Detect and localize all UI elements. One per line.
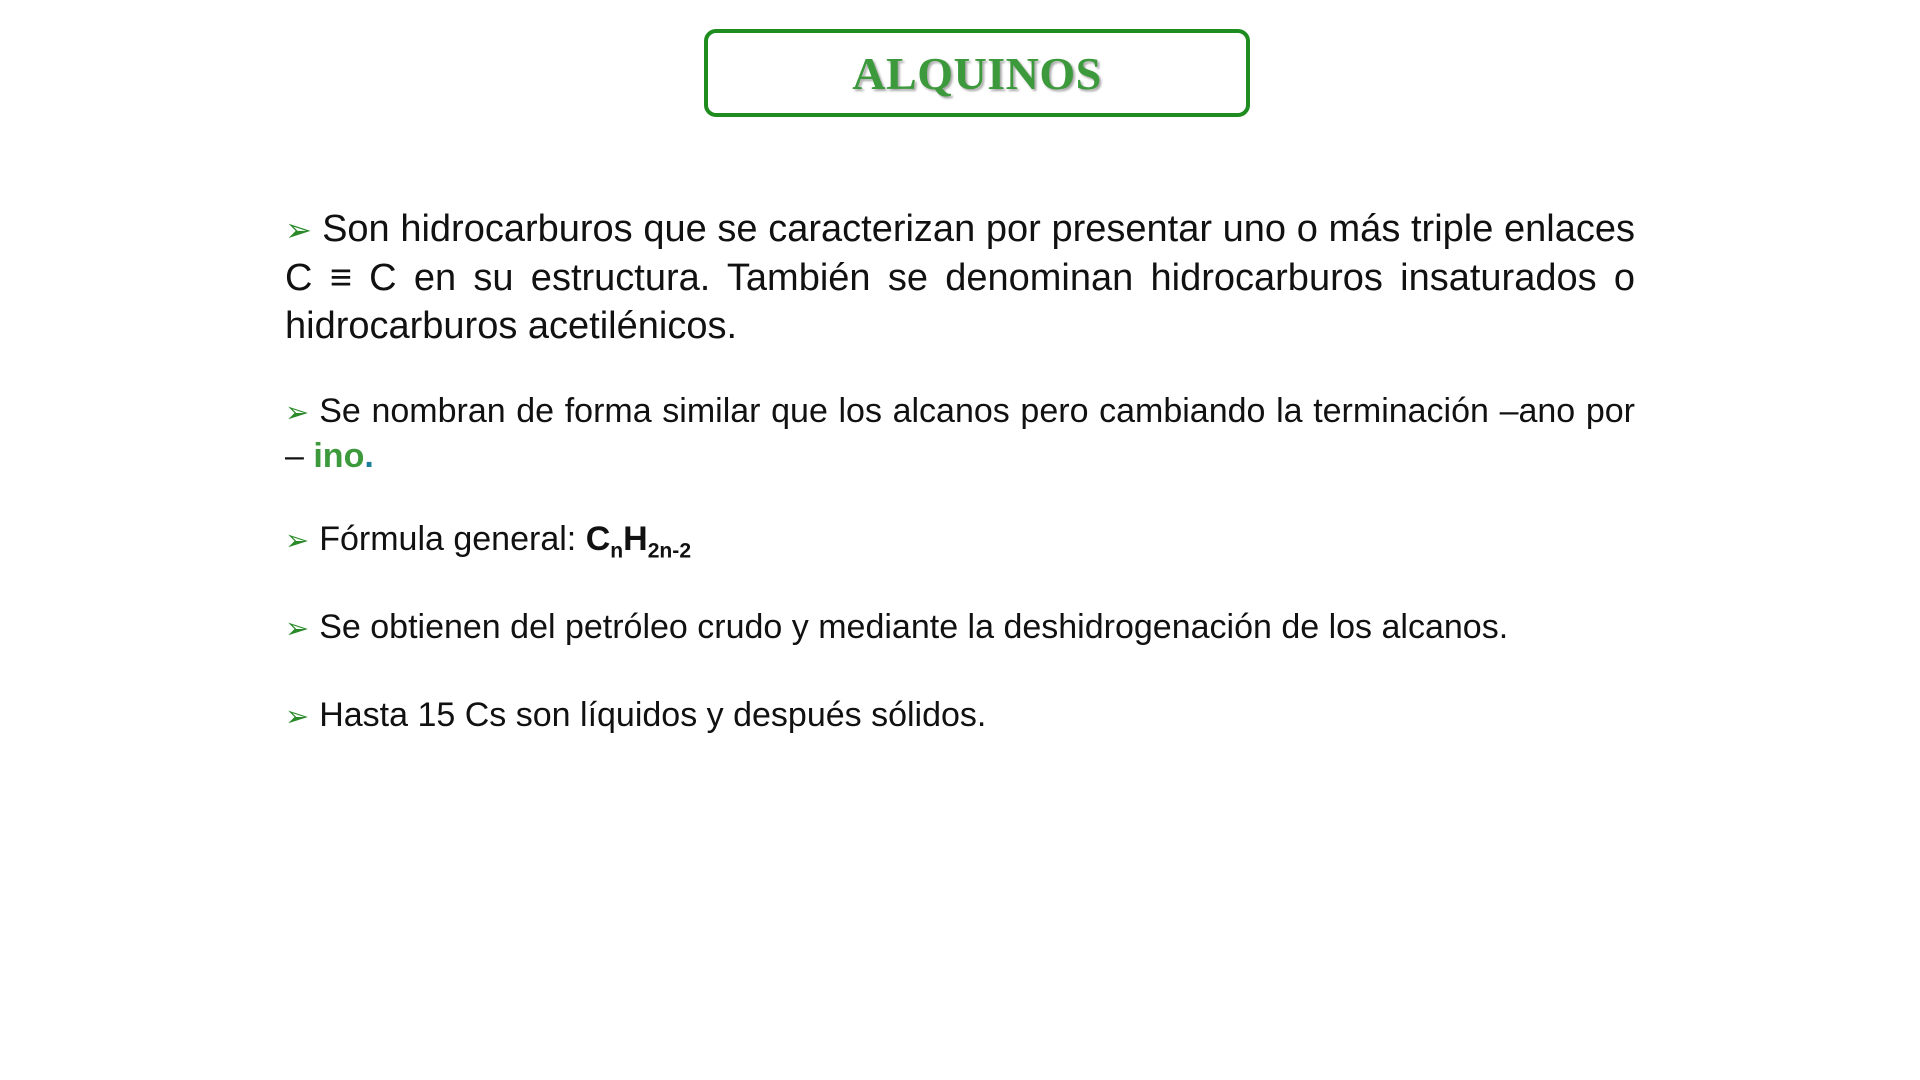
arrowhead-bullet-icon: ➢ [285, 397, 310, 429]
bullet-source [285, 606, 1635, 651]
bullet-naming [285, 390, 1635, 478]
arrowhead-bullet-icon: ➢ [285, 701, 310, 733]
formula-hydrogen-subscript: 2n-2 [647, 539, 692, 563]
arrowhead-bullet-icon: ➢ [285, 525, 310, 557]
formula-carbon: C [585, 520, 611, 558]
bullet-formula [285, 518, 1635, 563]
arrowhead-bullet-icon: ➢ [285, 212, 313, 248]
suffix-highlight: ino [313, 437, 365, 475]
suffix-period: . [364, 437, 374, 475]
bullet-source-text: Se obtienen del petróleo crudo y mediante la deshidrogenación de los alcanos. [319, 608, 1509, 646]
slide-title: ALQUINOS [852, 47, 1102, 99]
title-box [704, 29, 1250, 117]
bullet-state [285, 694, 1635, 739]
formula-carbon-subscript: n [610, 539, 624, 563]
bullet-list [285, 205, 1635, 739]
bullet-definition [285, 205, 1635, 350]
bullet-state-text: Hasta 15 Cs son líquidos y después sólidos. [319, 696, 987, 734]
general-formula [585, 520, 692, 563]
formula-label: Fórmula general: [319, 520, 586, 558]
bullet-definition-text: Son hidrocarburos que se caracterizan por presentar uno o más triple enlaces C ≡ C en su estructura. También se denominan hidrocarburos insaturados o hidrocarburos acetilénicos. [285, 208, 1635, 347]
arrowhead-bullet-icon: ➢ [285, 613, 310, 645]
bullet-naming-text: Se nombran de forma similar que los alcanos pero cambiando la terminación –ano por – [285, 392, 1635, 475]
formula-hydrogen: H [623, 520, 648, 558]
